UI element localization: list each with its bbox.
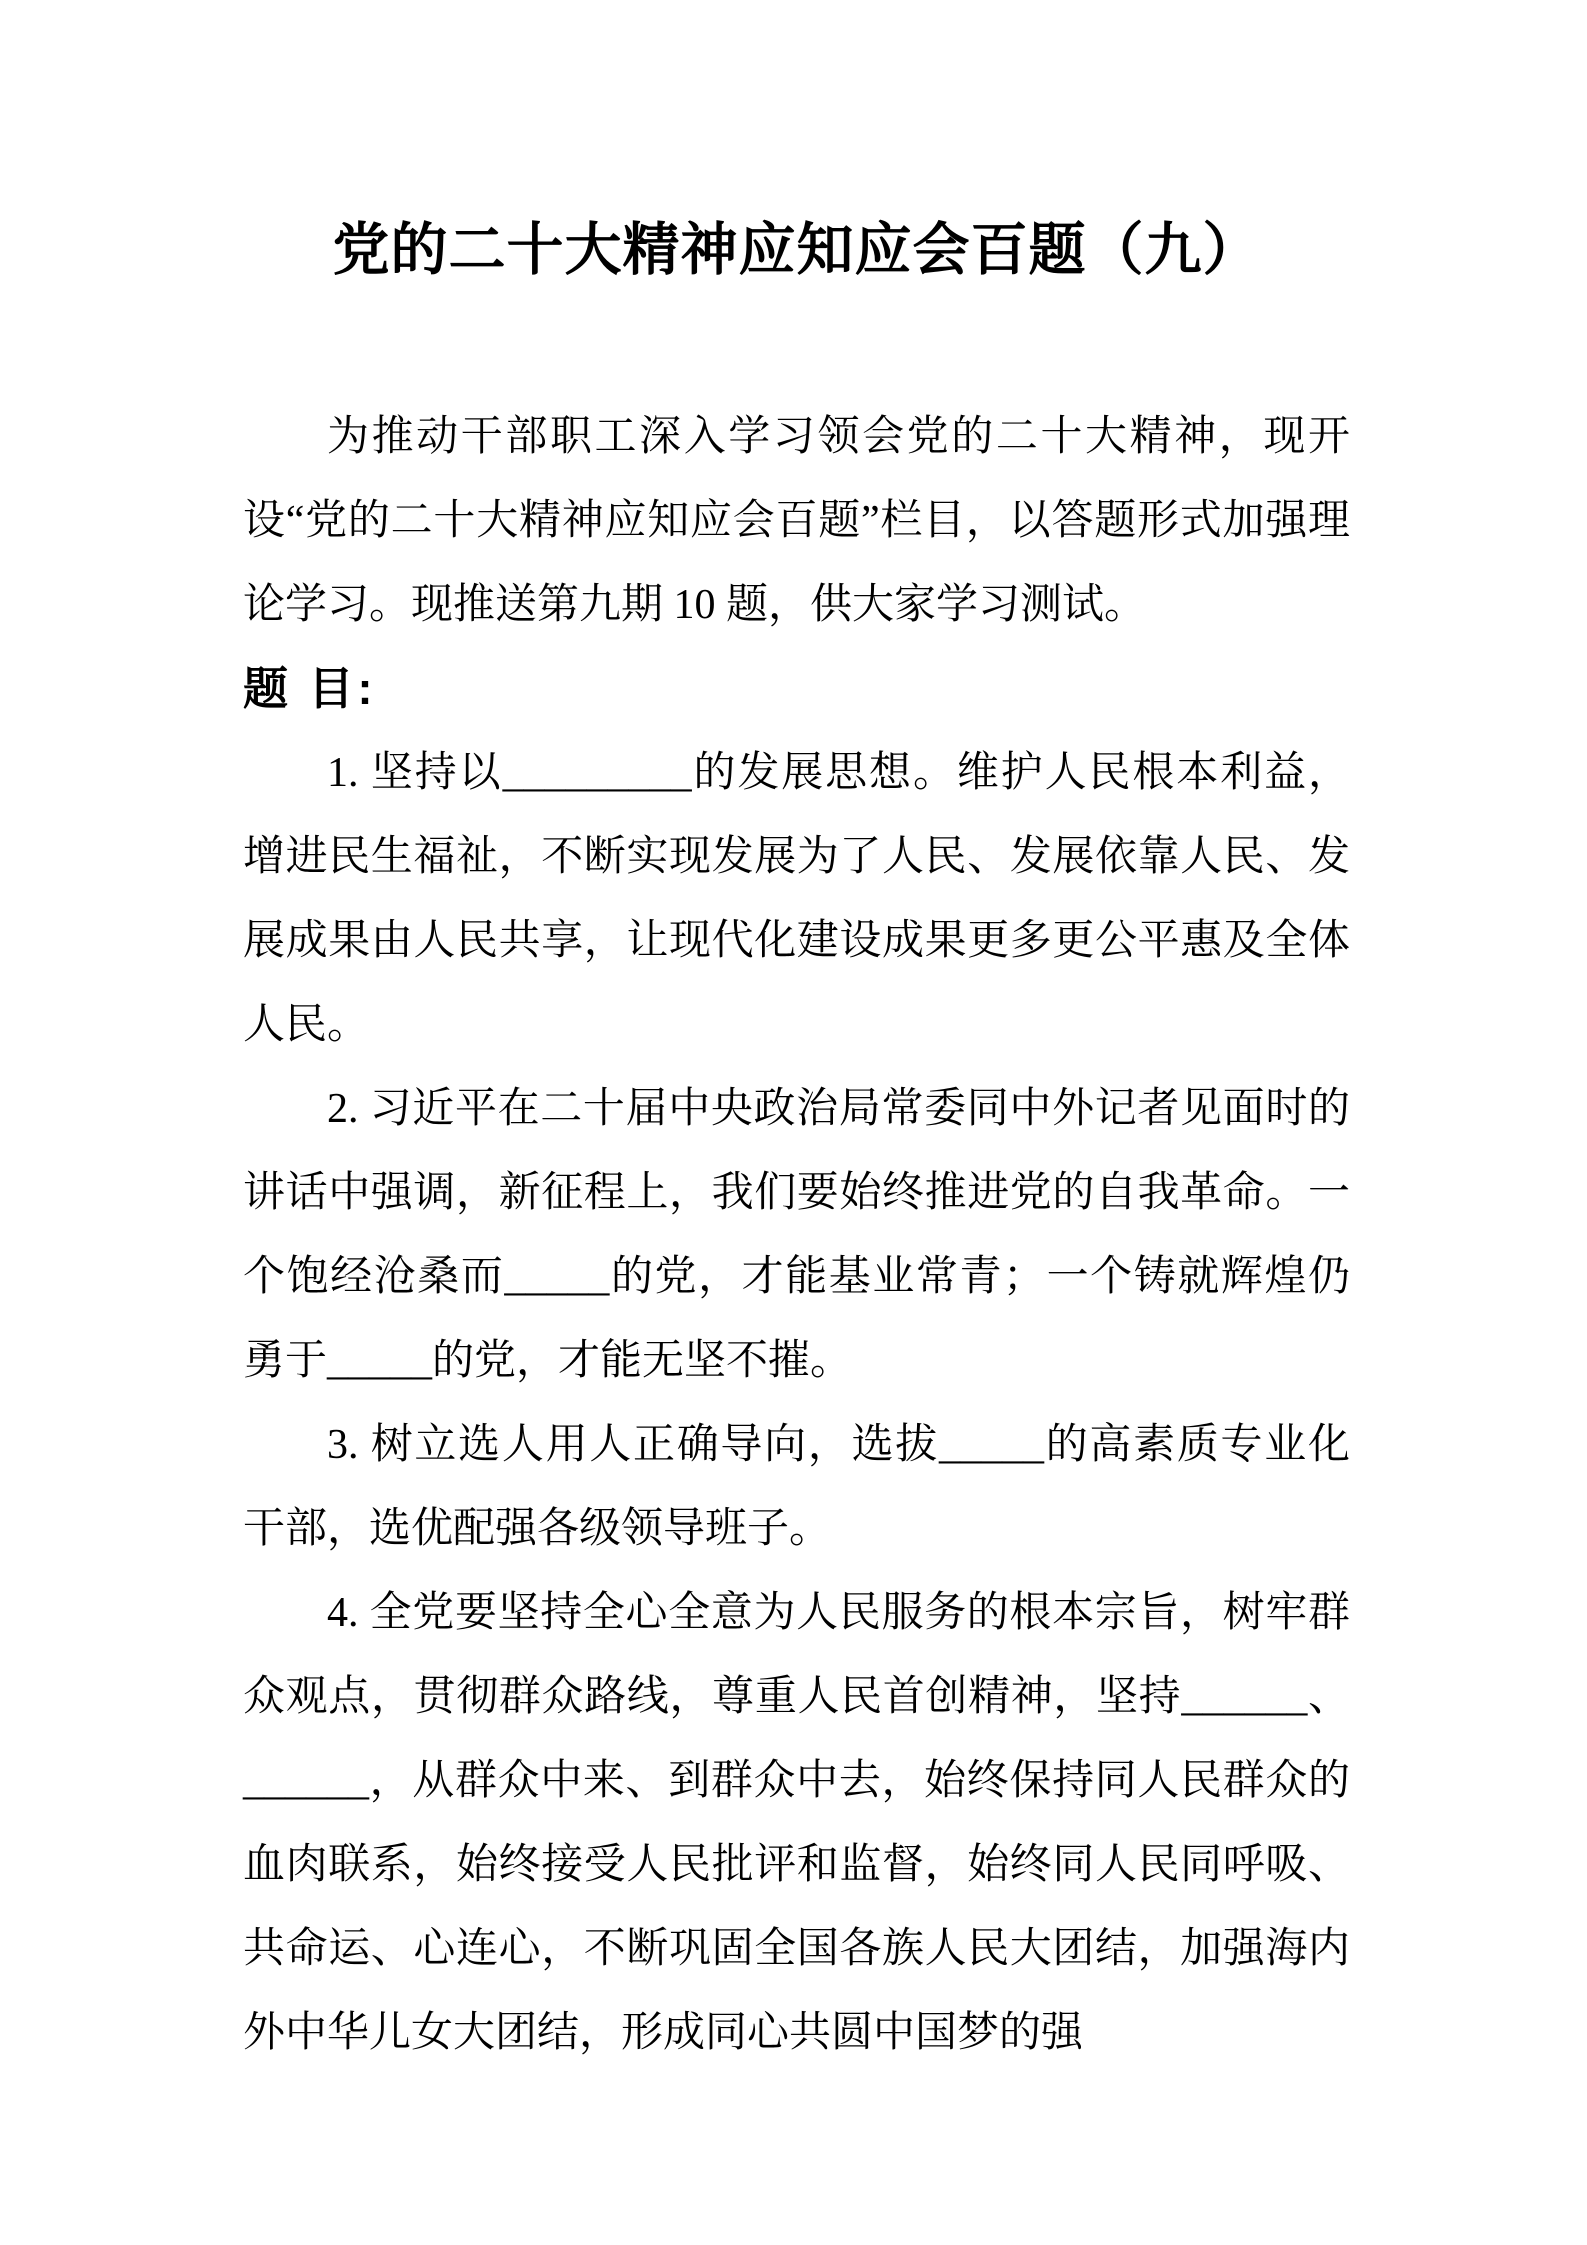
question-1: 1. 坚持以_________的发展思想。维护人民根本利益，增进民生福祉，不断实现发展为了人民、发展依靠人民、发展成果由人民共享，让现代化建设成果更多更公平惠及全体人民。 [243, 750, 1350, 1048]
question-2: 2. 习近平在二十届中央政治局常委同中外记者见面时的讲话中强调，新征程上，我们要始终推进党的自我革命。一个饱经沧桑而_____的党，才能基业常青；一个铸就辉煌仍勇于_____的党，才能无坚不摧。 [243, 1086, 1350, 1384]
question-list [243, 731, 1350, 2075]
document-title: 党的二十大精神应知应会百题（九） [332, 218, 1261, 282]
question-4: 4. 全党要坚持全心全意为人民服务的根本宗旨，树牢群众观点，贯彻群众路线，尊重人民首创精神，坚持______、______，从群众中来、到群众中去，始终保持同人民群众的血肉联系，始终接受人民批评和监督，始终同人民同呼吸、共命运、心连心，不断巩固全国各族人民大团结，加强海内外中华儿女大团结，形成同心共圆中国梦的强 [243, 1590, 1350, 2056]
intro-paragraph: 为推动干部职工深入学习领会党的二十大精神，现开设“党的二十大精神应知应会百题”栏目，以答题形式加强理论学习。现推送第九期 10 题，供大家学习测试。 [243, 414, 1350, 628]
question-3: 3. 树立选人用人正确导向，选拔_____的高素质专业化干部，选优配强各级领导班子。 [243, 1422, 1350, 1552]
section-heading: 题 目: [243, 663, 377, 714]
